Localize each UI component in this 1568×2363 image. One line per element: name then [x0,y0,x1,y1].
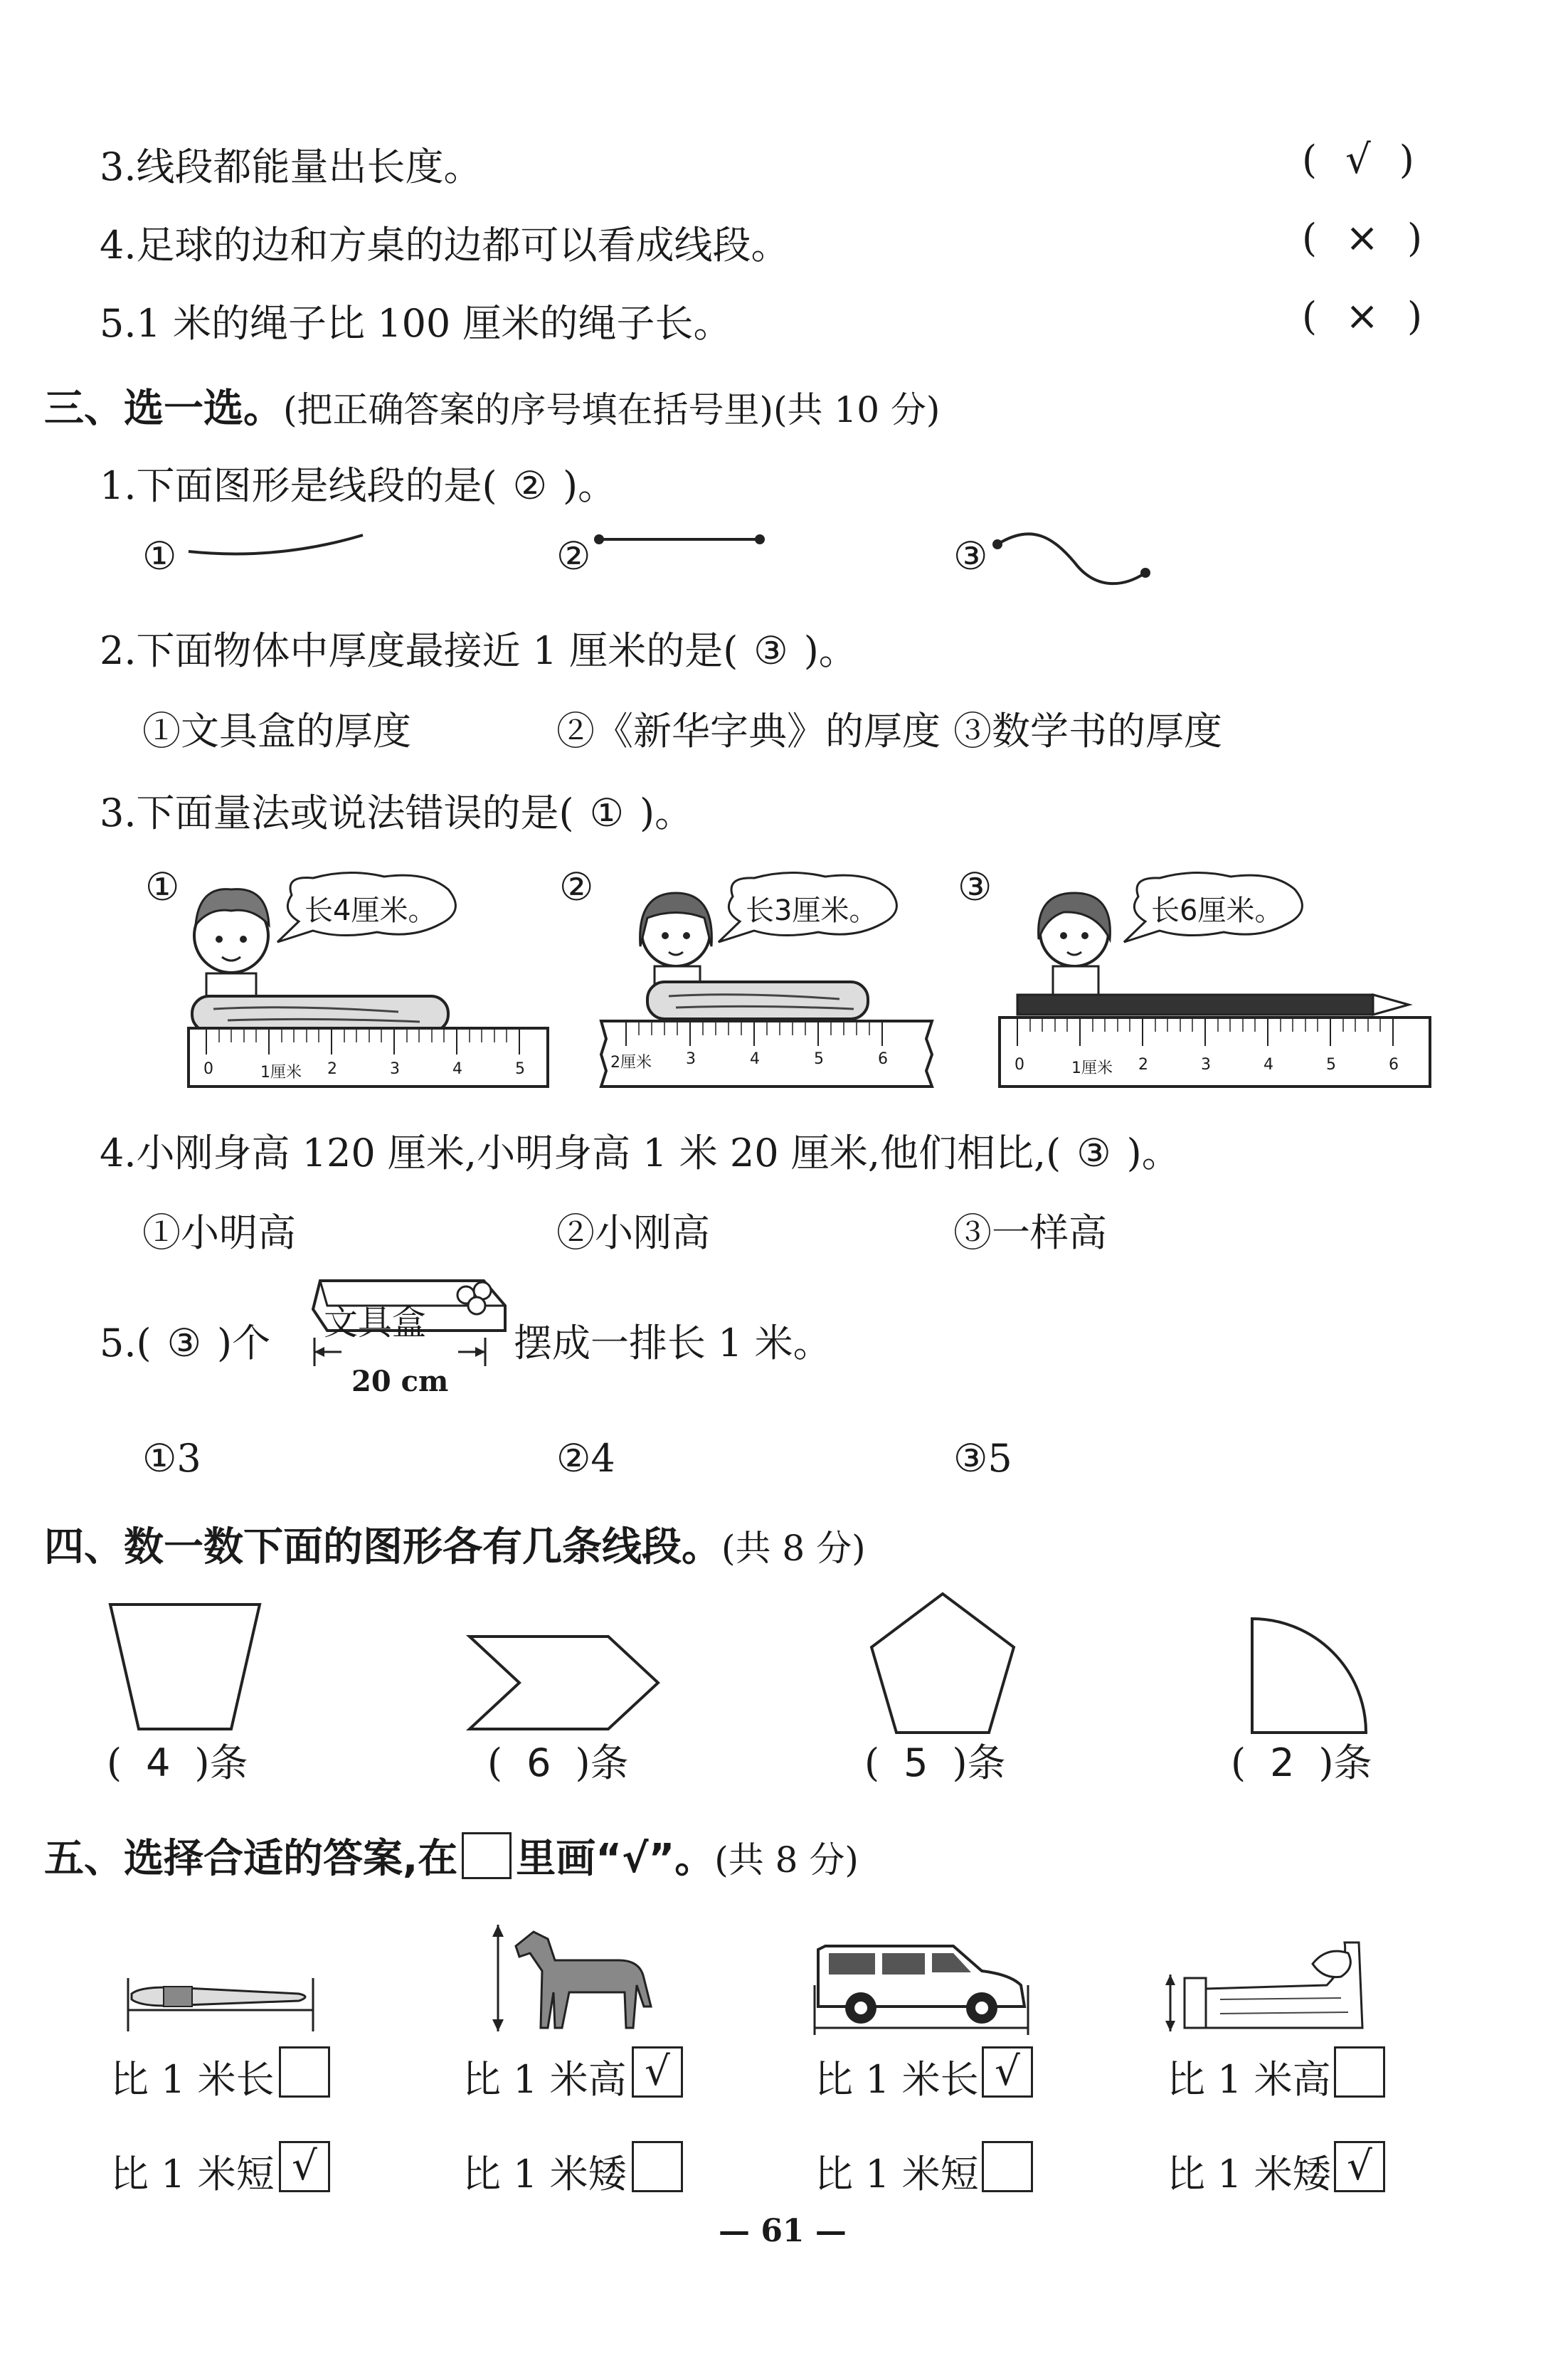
q3-panel-2-tick-4: 6 [878,1050,888,1068]
q3-panel-3-tick-6: 6 [1389,1056,1399,1074]
judge-answer-4: ( × ) [1302,215,1423,261]
page-number: — 61 — [719,2213,847,2249]
pencil-case-label: 文具盒 [324,1303,427,1343]
question-2: 2.下面物体中厚度最接近 1 厘米的是( ③ )。 [100,628,857,673]
q3-panel-1-tick-5: 5 [515,1060,525,1078]
empty-box-sample [462,1832,512,1879]
question-1: 1.下面图形是线段的是( ② )。 [100,463,617,508]
pencil-case-measure: 20 cm [351,1365,449,1398]
bed-figure [1163,1921,1377,2035]
curved-line-figure [185,527,370,569]
judge-answer-5: ( × ) [1302,293,1423,339]
q3-panel-3-tick-4: 4 [1264,1056,1273,1074]
question-5-lead: 5.( ③ )个 [100,1321,271,1365]
q3-panel-2-tick-3: 5 [814,1050,824,1068]
horse-figure [484,1921,662,2035]
car-checkbox-shorter[interactable] [982,2141,1033,2192]
q3-panel-3-speech: 长6厘米。 [1151,894,1283,927]
q5-option-2: ②4 [556,1436,615,1481]
bed-option-taller: 比 1 米高 [1167,2057,1331,2102]
q3-panel-2-speech: 长3厘米。 [746,894,878,927]
question-4-answer: ③ [1076,1131,1111,1175]
line-segment-figure [590,527,775,555]
q3-panel-1-tick-0: 0 [203,1060,213,1078]
q3-panel-3-tick-0: 0 [1015,1056,1024,1074]
pencil-figure [121,1971,327,2035]
question-5-answer: ③ [166,1321,202,1365]
q2-option-3: ③数学书的厚度 [953,709,1222,754]
q3-panel-2-tick-1: 3 [686,1050,696,1068]
judge-item-5: 5.1 米的绳子比 100 厘米的绳子长。 [100,301,732,346]
quarter-circle-figure [1249,1615,1377,1743]
q4-option-2: ②小刚高 [556,1210,710,1255]
q3-panel-2-tick-2: 4 [750,1050,760,1068]
question-3-answer: ① [589,791,625,835]
pentagon-figure [868,1590,1024,1740]
q3-panel-1-speech: 长4厘米。 [304,894,437,927]
q2-option-1: ①文具盒的厚度 [142,709,411,754]
bed-checkbox-taller[interactable] [1334,2046,1385,2098]
shape-answer-2: ( 6 )条 [487,1740,629,1785]
car-figure [811,1928,1039,2035]
horse-option-taller: 比 1 米高 [462,2057,627,2102]
shape-answer-1: ( 4 )条 [107,1740,248,1785]
horse-option-shorter: 比 1 米矮 [462,2152,627,2197]
question-2-answer: ③ [753,628,788,673]
car-option-longer: 比 1 米长 [815,2057,979,2102]
pencil-checkbox-shorter[interactable]: √ [279,2141,330,2192]
judge-item-4: 4.足球的边和方桌的边都可以看成线段。 [100,223,790,268]
q3-panel-1-tick-2: 2 [327,1060,337,1078]
q3-panel-2-number: ② [559,865,594,909]
bed-checkbox-shorter[interactable]: √ [1334,2141,1385,2192]
q5-option-3: ③5 [953,1436,1012,1481]
section-4-heading: 四、数一数下面的图形各有几条线段。(共 8 分) [44,1524,866,1570]
bed-option-shorter: 比 1 米矮 [1167,2152,1331,2197]
q3-panel-3-number: ③ [958,865,992,909]
judge-mark-4: × [1345,215,1379,261]
question-4: 4.小刚身高 120 厘米,小明身高 1 米 20 厘米,他们相比,( ③ )。 [100,1131,1180,1175]
q5-option-1: ①3 [142,1436,201,1481]
pencil-checkbox-longer[interactable] [279,2046,330,2098]
q1-option-1-label: ① [142,534,177,578]
question-3: 3.下面量法或说法错误的是( ① )。 [100,791,694,835]
q4-option-1: ①小明高 [142,1210,296,1255]
section-5-heading: 五、选择合适的答案,在 里画“√”。(共 8 分) [44,1827,859,1884]
judge-answer-3: ( √ ) [1302,137,1414,183]
pencil-option-longer: 比 1 米长 [110,2057,275,2102]
question-5-tail: 摆成一排长 1 米。 [514,1321,832,1365]
q3-panel-3-tick-1: 1厘米 [1071,1059,1113,1077]
horse-checkbox-taller[interactable]: √ [632,2046,683,2098]
q2-option-2: ②《新华字典》的厚度 [556,709,941,754]
chevron-figure [466,1633,665,1733]
q3-panel-3-tick-5: 5 [1326,1056,1336,1074]
judge-item-3: 3.线段都能量出长度。 [100,144,482,189]
q3-panel-1-number: ① [145,865,180,909]
q3-panel-1-tick-4: 4 [452,1060,462,1078]
q3-panel-2-tick-0: 2厘米 [610,1054,652,1072]
q3-panel-1-tick-3: 3 [390,1060,400,1078]
car-checkbox-longer[interactable]: √ [982,2046,1033,2098]
section-3-heading: 三、选一选。(把正确答案的序号填在括号里)(共 10 分) [44,386,941,432]
judge-mark-3: √ [1345,137,1371,183]
shape-answer-3: ( 5 )条 [864,1740,1006,1785]
judge-mark-5: × [1345,293,1379,339]
trapezoid-figure [107,1601,270,1736]
q3-panel-3-tick-3: 3 [1201,1056,1211,1074]
car-option-shorter: 比 1 米短 [815,2152,979,2197]
q1-option-2-label: ② [556,534,591,578]
pencil-option-shorter: 比 1 米短 [110,2152,275,2197]
question-1-answer: ② [512,463,548,508]
wavy-curve-figure [989,523,1160,594]
shape-answer-4: ( 2 )条 [1231,1740,1372,1785]
q4-option-3: ③一样高 [953,1210,1107,1255]
q3-panel-3-tick-2: 2 [1138,1056,1148,1074]
horse-checkbox-shorter[interactable] [632,2141,683,2192]
q1-option-3-label: ③ [953,534,988,578]
q3-panel-1-tick-1: 1厘米 [260,1064,302,1082]
